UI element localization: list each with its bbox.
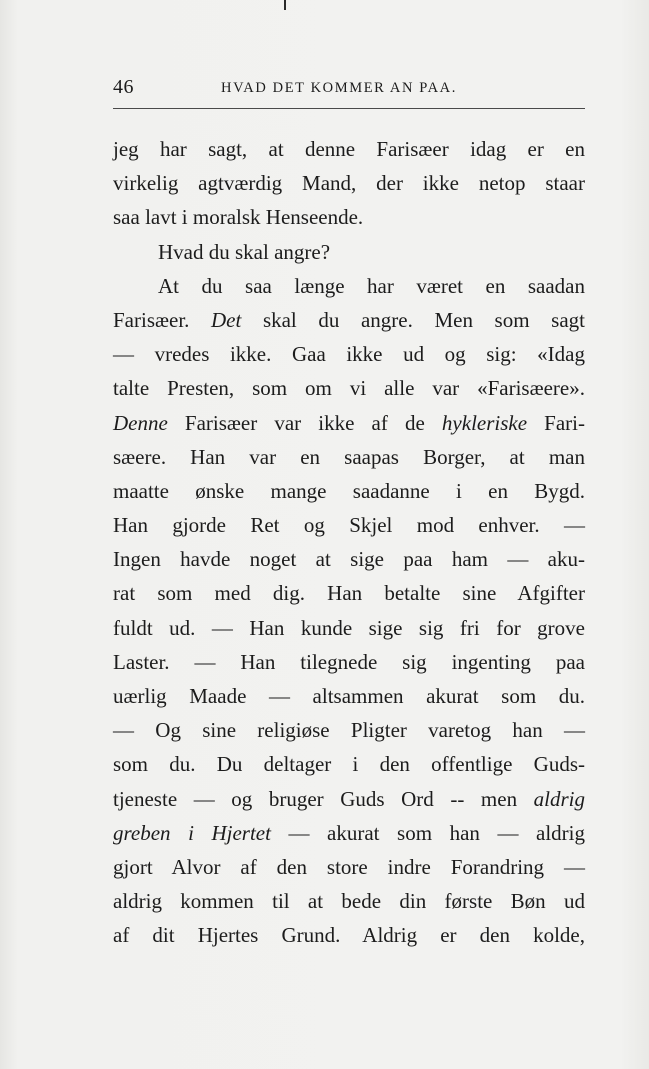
text-line: [113, 132, 585, 166]
body-text: [113, 132, 585, 953]
text-segment: aldrig kommen til at bede din første Bøn ud: [113, 889, 585, 914]
text-segment: jeg har sagt, at denne Farisæer idag er en: [113, 137, 585, 161]
text-segment: maatte ønske mange saadanne i en Bygd.: [113, 478, 585, 503]
text-line: [113, 679, 585, 713]
text-segment: saa lavt i moralsk Henseende.: [113, 205, 364, 230]
text-segment: tjeneste — og bruger Guds Ord -- men: [113, 786, 534, 811]
text-line: [113, 611, 585, 645]
text-line: [113, 337, 585, 371]
page-number: 46: [113, 76, 134, 98]
text-line: [113, 166, 585, 200]
text-line: [113, 576, 585, 610]
text-segment: Laster. — Han tilegnede sig ingenting paa: [113, 649, 585, 674]
text-line: [113, 850, 585, 884]
text-line: [113, 371, 585, 405]
text-segment: — vredes ikke. Gaa ikke ud og sig: «Idag: [113, 342, 585, 367]
text-segment: Fari-: [527, 410, 585, 435]
text-line: [113, 816, 585, 850]
text-segment: — akurat som han — aldrig: [270, 820, 586, 845]
top-mark: [284, 0, 286, 10]
text-line: [113, 713, 585, 747]
italic-text: greben i Hjertet: [113, 820, 271, 845]
text-segment: gjort Alvor af den store indre Forandring —: [113, 854, 585, 879]
text-line: [113, 747, 585, 781]
italic-text: hykleriske: [441, 410, 528, 435]
text-line: [113, 645, 585, 679]
text-line: [113, 303, 585, 337]
text-segment: Han gjorde Ret og Skjel mod enhver. —: [113, 513, 585, 538]
text-line: [113, 440, 585, 474]
italic-text: Denne: [113, 410, 168, 435]
text-segment: Hvad du skal angre?: [158, 239, 331, 264]
text-segment: skal du angre. Men som sagt: [241, 307, 585, 332]
text-segment: rat som med dig. Han betalte sine Afgifter: [113, 581, 585, 606]
text-line: [113, 474, 585, 508]
text-line: [113, 782, 585, 816]
running-head: HVAD DET KOMMER AN PAA.: [221, 80, 457, 96]
page-header: [113, 76, 585, 100]
text-segment: som du. Du deltager i den offentlige Guds-: [113, 752, 585, 777]
text-segment: — Og sine religiøse Pligter varetog han —: [113, 718, 585, 743]
italic-text: aldrig: [533, 786, 585, 811]
text-segment: Farisæer var ikke af de: [167, 410, 442, 435]
italic-text: Det: [211, 307, 242, 332]
header-rule: [113, 108, 585, 109]
text-segment: uærlig Maade — altsammen akurat som du.: [113, 684, 585, 708]
text-segment: talte Presten, som om vi alle var «Farisæere».: [113, 376, 585, 401]
text-segment: virkelig agtværdig Mand, der ikke netop staar: [113, 171, 585, 196]
text-segment: af dit Hjertes Grund. Aldrig er den kolde,: [113, 923, 585, 948]
text-line: [113, 918, 585, 952]
text-line: [113, 269, 585, 303]
text-line: [113, 884, 585, 918]
text-segment: Ingen havde noget at sige paa ham — aku-: [113, 547, 585, 572]
text-line: [113, 508, 585, 542]
text-segment: Farisæer.: [113, 307, 212, 332]
text-line: [113, 406, 585, 440]
text-segment: At du saa længe har været en saadan: [158, 273, 585, 298]
text-line: [113, 200, 585, 234]
text-line: [113, 235, 585, 269]
text-line: [113, 542, 585, 576]
text-segment: fuldt ud. — Han kunde sige sig fri for grove: [113, 615, 585, 640]
text-segment: sæere. Han var en saapas Borger, at man: [113, 444, 585, 469]
